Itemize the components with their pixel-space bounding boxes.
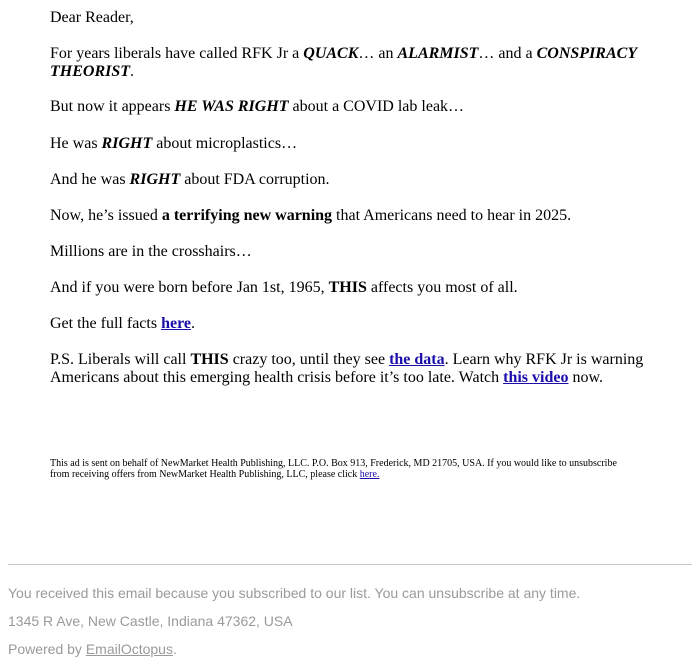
conspiracy-emphasis: CONSPIRACY THEORIST [50, 45, 637, 80]
powered-by: Powered by EmailOctopus. [8, 641, 177, 657]
paragraph-ps: P.S. Liberals will call THIS crazy too, until they see the data. Learn why RFK Jr is warning Americans about this emerging health crisis before it’s too late. Watch this video now. [50, 351, 644, 386]
the-data-link[interactable]: the data [389, 351, 445, 368]
paragraph-full-facts: Get the full facts here. [50, 315, 195, 332]
this-video-link[interactable]: this video [503, 369, 569, 386]
salutation: Dear Reader, [50, 9, 134, 26]
this-emphasis: THIS [328, 279, 367, 296]
paragraph-born-before: And if you were born before Jan 1st, 1965, THIS affects you most of all. [50, 279, 518, 296]
subscription-notice: You received this email because you subscribed to our list. You can unsubscribe at any time. [8, 585, 581, 601]
paragraph-lab-leak: But now it appears HE WAS RIGHT about a COVID lab leak… [50, 98, 465, 115]
emailoctopus-link[interactable]: EmailOctopus [85, 641, 173, 657]
paragraph-warning: Now, he’s issued a terrifying new warning that Americans need to hear in 2025. [50, 207, 572, 224]
he-was-right-emphasis: HE WAS RIGHT [174, 98, 289, 115]
paragraph-crosshairs: Millions are in the crosshairs… [50, 243, 252, 260]
right-emphasis: RIGHT [129, 171, 181, 188]
paragraph-fda: And he was RIGHT about FDA corruption. [50, 171, 330, 188]
this-emphasis: THIS [190, 351, 229, 368]
here-link[interactable]: here [161, 315, 191, 332]
quack-emphasis: QUACK [303, 45, 359, 62]
unsubscribe-here-link[interactable]: here. [359, 469, 380, 480]
footer-divider [8, 564, 692, 565]
paragraph-quack: For years liberals have called RFK Jr a QUACK… an ALARMIST… and a CONSPIRACY THEORIST. [50, 45, 637, 80]
warning-emphasis: a terrifying new warning [161, 207, 333, 224]
sender-address: 1345 R Ave, New Castle, Indiana 47362, USA [8, 613, 293, 629]
paragraph-microplastics: He was RIGHT about microplastics… [50, 135, 298, 152]
legal-disclaimer: This ad is sent on behalf of NewMarket Health Publishing, LLC. P.O. Box 913, Frederick, MD 21705, USA. If you would like to unsubscribe from receiving offers from NewMarket Health Publishing, LLC, please click here. [50, 458, 617, 480]
alarmist-emphasis: ALARMIST [397, 45, 479, 62]
right-emphasis: RIGHT [101, 135, 153, 152]
